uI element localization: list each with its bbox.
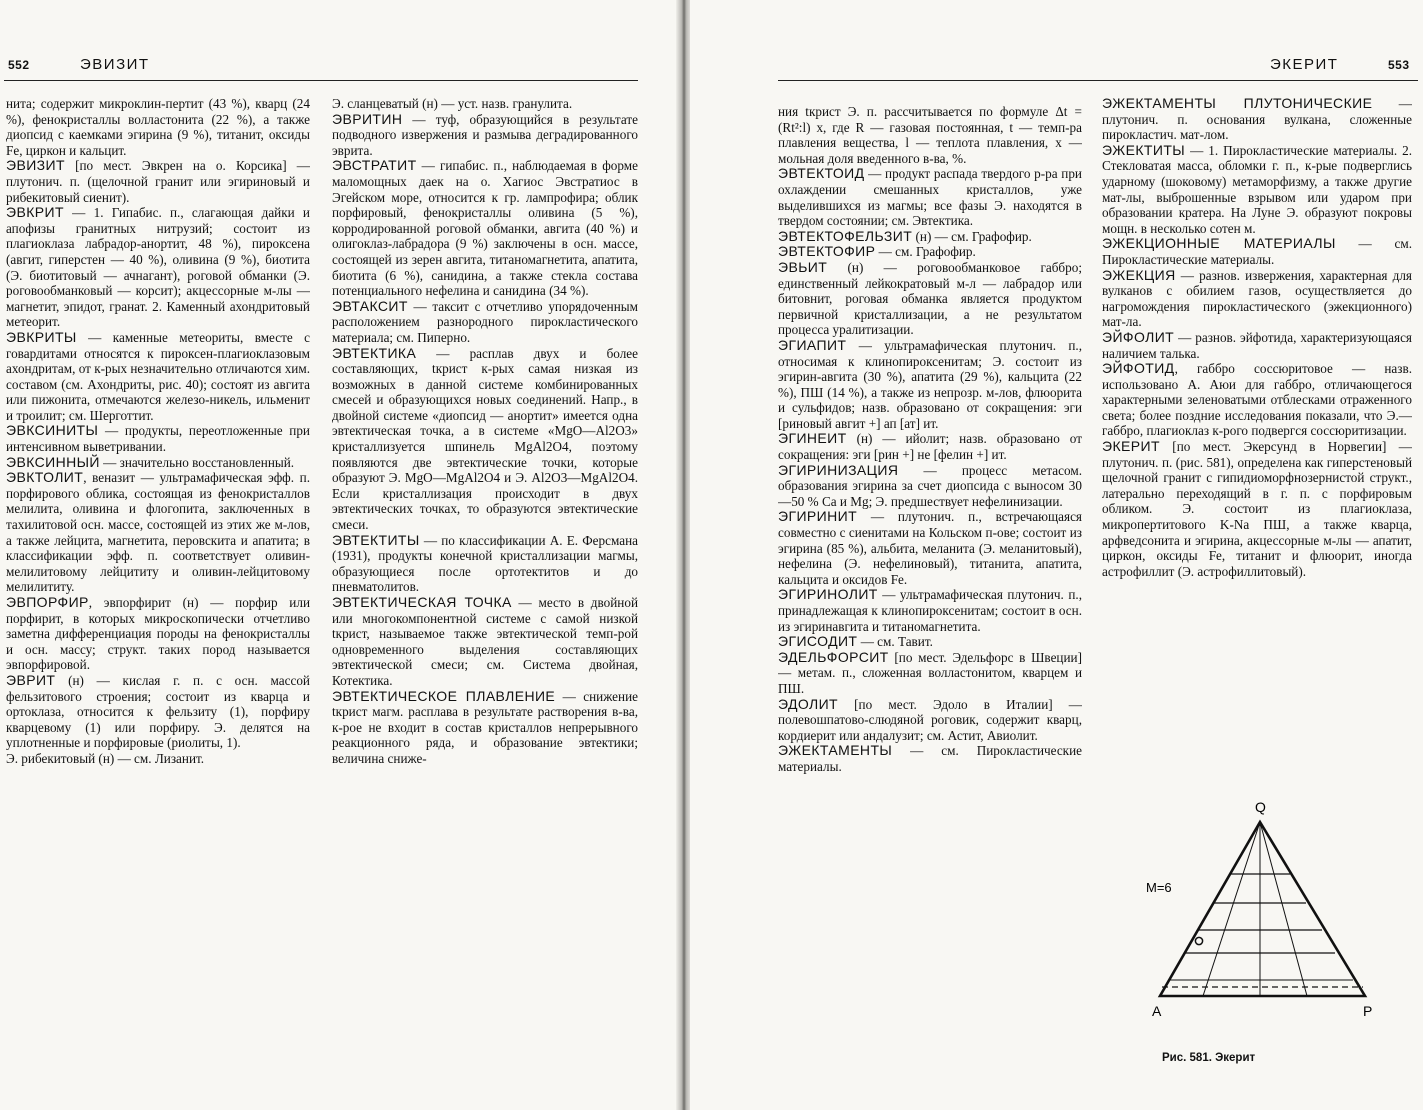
dictionary-entry bbox=[6, 423, 310, 454]
entry-text: — 1. Гипабис. п., слагающая дайки и апофизы гранитных нитрузий; состоит из плагиоклаза лабрадор-анортит, 48 %), пироксена (авгит, гиперстен — 40 %), оливина (9 %), биотита (Э. биотитовый — ачнагант), роговой обманки (Э. роговообманковый — корсит); акцессорные м-лы — магнетит, эпидот, гранат. 2. Каменный ахондритовый метеорит. bbox=[6, 205, 310, 330]
text-column bbox=[6, 96, 310, 1096]
entry-text: — см. Пирокластические материалы. bbox=[778, 743, 1082, 774]
entry-text: Э. рибекитовый (н) — см. Лизанит. bbox=[6, 750, 205, 766]
entry-text: — продукты, переотложенные при интенсивном выветривании. bbox=[6, 423, 310, 455]
entry-term: ЭВКТОЛИТ bbox=[6, 469, 84, 486]
entry-term: ЭВРИТИН bbox=[332, 110, 403, 127]
entry-text: , габбро соссюритовое — назв. использовано А. Аюи для габбро, отличающегося характерными зеленоватыми отблесками отраженного света; более поздние исследования показали, что Э.— габбро, плагиоклаз к-рого подвергся соссюритизации. bbox=[1102, 361, 1412, 439]
dictionary-entry bbox=[778, 650, 1082, 697]
dictionary-entry bbox=[1102, 268, 1412, 330]
entry-term: ЭЙФОЛИТ bbox=[1102, 328, 1175, 345]
field-line bbox=[1203, 822, 1260, 996]
dictionary-entry bbox=[1102, 96, 1412, 143]
header-rule bbox=[778, 80, 1418, 81]
dictionary-entry bbox=[778, 697, 1082, 744]
entry-term: ЭГИНЕИТ bbox=[778, 430, 847, 447]
dictionary-entry bbox=[778, 743, 1082, 774]
entry-text: — место в двойной или многокомпонентной системе с самой низкой tкрист, называемое также эвтектической темп-рой одновременного выделения составляющих эвтектической смеси; см. Система двойная, Котектика. bbox=[332, 595, 638, 688]
entry-text: Э. сланцеватый (н) — уст. назв. гранулита. bbox=[332, 96, 573, 111]
dictionary-entry bbox=[6, 96, 310, 158]
dictionary-entry bbox=[1102, 439, 1412, 579]
dictionary-entry bbox=[332, 299, 638, 346]
dictionary-entry bbox=[778, 104, 1082, 166]
m-label: M=6 bbox=[1146, 880, 1172, 895]
dictionary-entry bbox=[6, 205, 310, 330]
dictionary-entry bbox=[6, 455, 310, 471]
dictionary-entry bbox=[332, 346, 638, 533]
entry-text: (н) — см. Графофир. bbox=[912, 228, 1032, 244]
triangle-outline bbox=[1160, 822, 1365, 996]
entry-text: — расплав двух и более составляющих, tкрист к-рых самая низкая из возможных в данной системе комбинированных смесей и образующихся новых соединений. Напр., в двойной системе «диопсид — анортит» имеется одна эвтектическая точка, а в системе «MgO—Al2O3» кристаллизуется шпинель MgAl2O4, поэтому появляются две эвтектические точки, которые образуют Э. MgO—MgAl2O4 и Э. Al2O3—MgAl2O4. Если кристаллизация происходит в двух эвтектических точках, то образуются эвтектические смеси. bbox=[332, 345, 638, 533]
dictionary-entry bbox=[332, 96, 638, 112]
entry-text: — по классификации А. Е. Ферсмана (1931), продукты конечной кристаллизации магмы, образующиеся после ортотектитов и до пневматолитов. bbox=[332, 532, 638, 595]
entry-text: — разнов. эйфотида, характеризующаяся наличием талька. bbox=[1102, 329, 1412, 361]
entry-text: — разнов. извержения, характерная для вулканов с обилием газов, осуществляется до нагромождения пирокластического (эжекционного) мат-ла. bbox=[1102, 267, 1412, 330]
entry-text: — каменные метеориты, вместе с говардитами относятся к пироксен-плагиоклазовым ахондритам, от к-рых незначительно отличаются хим. составом (см. Ахондриты, рис. 40); состоят из авгита или пижонита, отмечаются железо-никель, ильменит и троилит; см. Шерготтит. bbox=[6, 329, 310, 423]
entry-text: , эвпорфирит (н) — порфир или порфирит, в которых микроскопически отчетливо заметна дифференциация породы на фенокристаллы и осн. массу; структ. таких пород называется эвпорфировой. bbox=[6, 595, 310, 673]
entry-text: — см. Пирокластические материалы. bbox=[1102, 236, 1412, 267]
entry-text: [по мест. Эвкрен на о. Корсика] — плутонич. п. (щелочной гранит или эгириновый и рибекитовый сиенит). bbox=[6, 158, 310, 205]
entry-term: ЭВСТРАТИТ bbox=[332, 157, 417, 174]
page-number: 552 bbox=[8, 58, 30, 72]
entry-text: [по мест. Экерсунд в Норвегии] — плутонич. п. (рис. 581), определена как гиперстеновый щелочной гранит с гипидиоморфнозернистой структ., латерально переходящий в г. п. с порфировым обликом. Э. состоит из плагиоклаза, микропертитового K-Na ПШ, а также кварца, арфведсонита и эгирина, акцессорные м-лы — апатит, циркон, оксиды Fe, титанит и флюорит, иногда астрофиллит (Э. астрофиллитовый). bbox=[1102, 439, 1412, 579]
entry-text: [по мест. Эдоло в Италии] — полевошпатово-слюдяной роговик, содержит кварц, кордиерит или андалузит; см. Астит, Авиолит. bbox=[778, 696, 1082, 743]
entry-term: ЭГИРИНОЛИТ bbox=[778, 586, 878, 603]
text-column bbox=[332, 96, 638, 1096]
entry-term: ЭГИРИНИЗАЦИЯ bbox=[778, 461, 899, 478]
entry-term: ЭВЬИТ bbox=[778, 258, 828, 275]
entry-text: , веназит — ультрамафическая эфф. п. порфирового облика, состоящая из фенокристаллов мелилита, оливина и флогопита, заключенных в тахилитовой осн. массе, состоящей из этих же м-лов, а также лейцита, магнетита, перовскита и апатита; в классификации эфф. п. соответствует оливин-мелилитовому лейцититу и оливин-лейцитовому мелилититу. bbox=[6, 470, 310, 595]
entry-term: ЭВТЕКТОИД bbox=[778, 165, 865, 182]
entry-text: — плутонич. п. основания вулкана, сложенные пирокластич. мат-лом. bbox=[1102, 96, 1412, 143]
dictionary-entry bbox=[6, 751, 310, 767]
entry-term: ЭВТЕКТИКА bbox=[332, 344, 417, 361]
dictionary-entry bbox=[1102, 330, 1412, 361]
dictionary-entry bbox=[6, 330, 310, 424]
entry-term: ЭВРИТ bbox=[6, 671, 56, 688]
page-number: 553 bbox=[1388, 58, 1410, 72]
entry-term: ЭВКСИННЫЙ bbox=[6, 453, 100, 470]
entry-text: — гипабис. п., наблюдаемая в форме маломощных даек на о. Хагиос Эвстратиос в Эгейском море, относится к гр. лампрофира; облик порфировый, фенокристаллы оливина (5 %), корродированной роговой обманки, авгита (40 %) и олигоклаз-лабрадора (9 %) заключены в осн. массе, состоящей из зерен авгита, титаномагнетита, апатита, биотита (6 %), санидина, а также стекла состава потенциального нефелина и санидина (34 %). bbox=[332, 158, 638, 299]
entry-term: ЭГИРИНИТ bbox=[778, 508, 858, 525]
entry-term: ЭЙФОТИД bbox=[1102, 360, 1175, 377]
dictionary-entry bbox=[6, 595, 310, 673]
right-page bbox=[690, 0, 1423, 1110]
entry-term: ЭВТАКСИТ bbox=[332, 297, 408, 314]
composition-point bbox=[1195, 937, 1202, 944]
vertex-label-a: A bbox=[1152, 1003, 1162, 1019]
entry-text: — значительно восстановленный. bbox=[99, 454, 295, 470]
entry-text: — процесс метасом. образования эгирина за счет диопсида с выносом 30—50 % Ca и Mg; Э. предшествует нефелинизации. bbox=[778, 462, 1082, 509]
entry-text: — см. Графофир. bbox=[875, 244, 976, 260]
dictionary-entry bbox=[6, 470, 310, 595]
entry-term: ЭВТЕКТИЧЕСКАЯ ТОЧКА bbox=[332, 594, 512, 610]
entry-term: ЭВКРИТ bbox=[6, 204, 64, 221]
entry-text: — туф, образующийся в результате подводного извержения и размыва деградированного эврита. bbox=[332, 111, 638, 158]
entry-term: ЭГИСОДИТ bbox=[778, 633, 858, 650]
dictionary-entry bbox=[332, 533, 638, 595]
entry-text: (н) — роговообманковое габбро; единственный лейкократовый м-л — лабрадор или битовнит, роговая обманка является продуктом первичной кристаллизации, а не результатом процесса уралитизации. bbox=[778, 259, 1082, 338]
vertex-label-p: P bbox=[1363, 1003, 1373, 1019]
dictionary-entry bbox=[778, 431, 1082, 462]
entry-text: [по мест. Эдельфорс в Швеции] — метам. п., сложенная волластонитом, кварцем и ПШ. bbox=[778, 649, 1082, 696]
entry-term: ЭВИЗИТ bbox=[6, 157, 65, 174]
figure-caption: Рис. 581. Экерит bbox=[1162, 1052, 1256, 1064]
entry-text: — продукт распада твердого р-ра при охлаждении смешанных кристаллов, уже выделившихся из магмы; все фазы Э. находятся в твердом состоянии; см. Эвтектика. bbox=[778, 166, 1082, 229]
entry-text: — см. Тавит. bbox=[857, 634, 933, 650]
entry-text: (н) — кислая г. п. с осн. массой фельзитового строения; состоит из кварца и ортоклаза, относится к фельзиту (1), порфиру кварцевому (1) или порфиру. Э. делятся на уплотненные и порфировые (риолиты, 1). bbox=[6, 672, 310, 751]
dictionary-entry bbox=[778, 338, 1082, 432]
entry-text: нита; содержит микроклин-пертит (43 %), кварц (24 %), фенокристаллы волластонита (22 %), а также диопсид с каемками эгирина (9 %), титанит, оксиды Fe, циркон и кальцит. bbox=[6, 96, 310, 158]
vertex-label-q: Q bbox=[1255, 799, 1266, 815]
ekerite-diagram bbox=[1130, 790, 1400, 1040]
text-column bbox=[778, 104, 1082, 1064]
entry-term: ЭГИАПИТ bbox=[778, 336, 847, 353]
entry-text: (н) — ийолит; назв. образовано от сокращения: эги [рин +] не [фелин +] ит. bbox=[778, 431, 1082, 463]
dictionary-entry bbox=[1102, 361, 1412, 439]
dictionary-entry bbox=[778, 244, 1082, 260]
field-line bbox=[1260, 822, 1307, 996]
entry-term: ЭДОЛИТ bbox=[778, 695, 839, 712]
dictionary-entry bbox=[778, 229, 1082, 245]
dictionary-entry bbox=[778, 587, 1082, 634]
dictionary-entry bbox=[332, 689, 638, 767]
dictionary-entry bbox=[6, 673, 310, 751]
running-head: ЭВИЗИТ bbox=[80, 56, 150, 73]
entry-term: ЭЖЕКТИТЫ bbox=[1102, 141, 1186, 158]
entry-term: ЭВТЕКТИТЫ bbox=[332, 531, 420, 548]
entry-term: ЭДЕЛЬФОРСИТ bbox=[778, 648, 889, 665]
entry-term: ЭЖЕКТАМЕНТЫ bbox=[778, 742, 893, 759]
entry-text: — таксит с отчетливо упорядоченным расположением разнородного пирокластического материала; см. Пиперно. bbox=[332, 298, 638, 345]
dictionary-entry bbox=[778, 634, 1082, 650]
dictionary-entry bbox=[778, 260, 1082, 338]
dictionary-entry bbox=[1102, 236, 1412, 267]
entry-term: ЭКЕРИТ bbox=[1102, 438, 1160, 455]
running-head: ЭКЕРИТ bbox=[1270, 56, 1339, 73]
entry-term: ЭЖЕКЦИОННЫЕ МАТЕРИАЛЫ bbox=[1102, 235, 1336, 252]
left-page bbox=[0, 0, 680, 1110]
dictionary-entry bbox=[778, 509, 1082, 587]
entry-term: ЭВТЕКТИЧЕСКОЕ ПЛАВЛЕНИЕ bbox=[332, 687, 556, 704]
entry-term: ЭВПОРФИР bbox=[6, 594, 89, 610]
entry-text: — плутонич. п., встречающаяся совместно с сиенитами на Кольском п-ове; состоит из эгирина (85 %), альбита, меланита (Э. меланитовый), нефелина (Э. нефелиновый), титанита, апатита, кальцита и оксидов Fe. bbox=[778, 509, 1082, 587]
entry-term: ЭВКРИТЫ bbox=[6, 328, 77, 345]
entry-text: — ультрамафическая плутонич. п., принадлежащая к клинопироксенитам; состоит в осн. из эгиринавгита и титаномагнетита. bbox=[778, 587, 1082, 634]
header-rule bbox=[4, 80, 638, 81]
entry-term: ЭВТЕКТОФЕЛЬЗИТ bbox=[778, 227, 913, 244]
text-column bbox=[1102, 96, 1412, 792]
entry-term: ЭВТЕКТОФИР bbox=[778, 243, 876, 260]
dictionary-entry bbox=[332, 158, 638, 298]
dictionary-entry bbox=[1102, 143, 1412, 237]
entry-term: ЭЖЕКЦИЯ bbox=[1102, 266, 1176, 283]
dictionary-entry bbox=[778, 463, 1082, 510]
entry-term: ЭВКСИНИТЫ bbox=[6, 422, 99, 439]
dictionary-entry bbox=[778, 166, 1082, 228]
dictionary-entry bbox=[332, 112, 638, 159]
entry-text: — снижение tкрист магм. расплава в результате растворения в-ва, к-рое не входит в состав кристаллов непрерывного реакционного ряда, и образование эвтектики; величина сниже- bbox=[332, 688, 638, 766]
entry-text: — ультрамафическая плутонич. п., относимая к клинопироксенитам; Э. состоит из эгирин-авгита (30 %), апатита (29 %), кальцита (22 %), ПШ (14 %), а также из непрозр. м-лов, флюорита и сульфидов; назв. образовано от сокращения: эги [риновый авгит +] ап [ат] ит. bbox=[778, 337, 1082, 431]
dictionary-entry bbox=[6, 158, 310, 205]
entry-text: — 1. Пирокластические материалы. 2. Стекловатая масса, обломки г. п., к-рые подверглись ударному (шоковому) метаморфизму, а также другие мат-лы, выброшенные взрывом или ударом при образовании кратера. На Луне Э. образуют покровы мощн. в несколько сотен м. bbox=[1102, 142, 1412, 236]
entry-text: ния tкрист Э. п. рассчитывается по формуле Δt = (Rt²:l) x, где R — газовая постоянная, t — темп-ра плавления вещества, l — теплота плавления, x — мольная доля введенного в-ва, %. bbox=[778, 104, 1082, 166]
entry-term: ЭЖЕКТАМЕНТЫ ПЛУТОНИЧЕСКИЕ bbox=[1102, 96, 1373, 111]
dictionary-entry bbox=[332, 595, 638, 689]
